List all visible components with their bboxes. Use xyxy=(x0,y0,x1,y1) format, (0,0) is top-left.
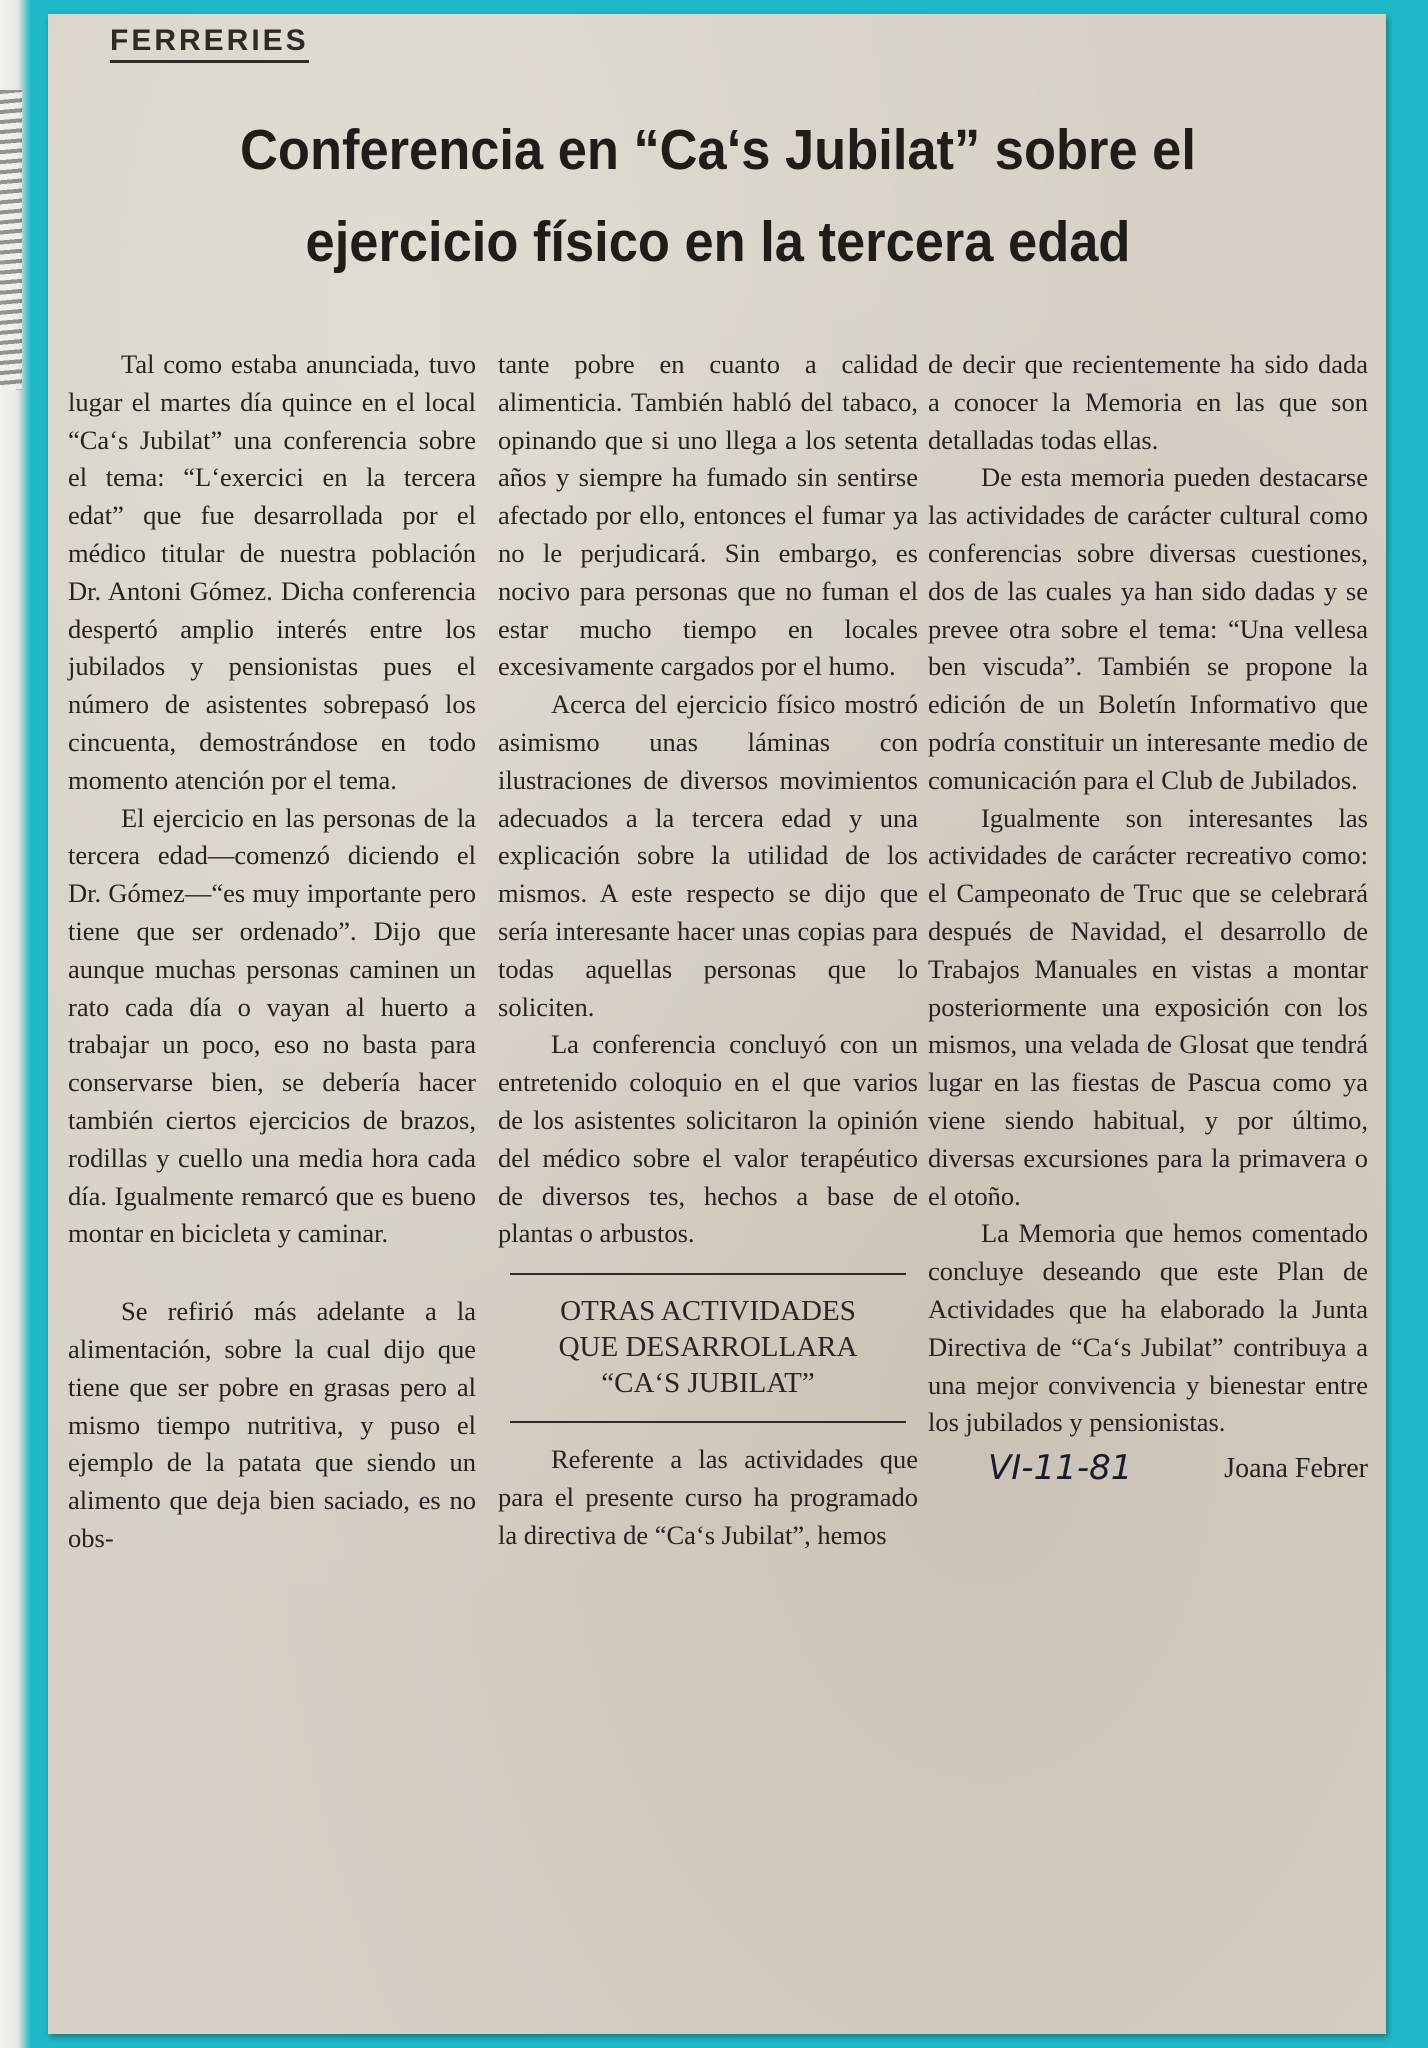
subheading xyxy=(498,1293,918,1401)
paragraph: Igualmente son interesantes las actividades de carácter recreativo como: el Campeonato de Truc que se celebrará después de Navidad, el desarrollo de Trabajos Manuales en vistas a montar posteriormente una exposición con los mismos, una velada de Glosat que tendrá lugar en las fiestas de Pascua como ya viene siendo habitual, y por último, diversas excursiones para la primavera o el otoño. xyxy=(928,802,1368,1211)
paragraph: La conferencia concluyó con un entretenido coloquio en el que varios de los asistentes solicitaron la opinión del médico sobre el valor terapéutico de diversos tes, hechos a base de plantas o arbustos. xyxy=(498,1029,918,1249)
newspaper-clipping xyxy=(48,14,1386,2034)
adjacent-page-decoration xyxy=(0,90,22,390)
section-label: FERRERIES xyxy=(110,24,309,63)
paragraph: Acerca del ejercicio físico mostró asimismo unas láminas con ilustraciones de diversos movimientos adecuados a la tercera edad y una explicación sobre la utilidad de los mismos. A este respecto se dijo que sería interesante hacer unas copias para todas aquellas personas que lo soliciten. xyxy=(498,689,918,1022)
paragraph: El ejercicio en las personas de la tercera edad—comenzó diciendo el Dr. Gómez—“es muy importante pero tiene que ser ordenado”. Dijo que aunque muchas personas caminen un rato cada día o vayan al huerto a trabajar un poco, eso no basta para conservarse bien, se debería hacer también ciertos ejercicios de brazos, rodillas y cuello una media hora cada día. Igualmente remarcó que es bueno montar en bicicleta y caminar. xyxy=(68,802,476,1249)
subheading-line: OTRAS ACTIVIDADES xyxy=(560,1295,856,1328)
divider xyxy=(510,1273,906,1275)
paragraph: Referente a las actividades que para el presente curso ha programado la directiva de “Ca‘s Jubilat”, hemos xyxy=(498,1444,918,1550)
signoff xyxy=(928,1450,1368,1490)
article-column-3 xyxy=(928,346,1368,1490)
author-byline: Joana Febrer xyxy=(1224,1453,1368,1485)
headline: Conferencia en “Ca‘s Jubilat” sobre el ejercicio físico en la tercera edad xyxy=(240,118,1196,274)
paragraph: de decir que recientemente ha sido dada a conocer la Memoria en las que son detalladas todas ellas. xyxy=(928,349,1368,455)
article-column-2 xyxy=(498,346,918,1555)
subheading-line: QUE DESARROLLARA xyxy=(558,1331,858,1364)
paragraph: tante pobre en cuanto a calidad alimenticia. También habló del tabaco, opinando que si uno llega a los setenta años y siempre ha fumado sin sentirse afectado por ello, entonces el fumar ya no le perjudicará. Sin embargo, es nocivo para personas que no fuman el estar mucho tiempo en locales excesivamente cargados por el humo. xyxy=(498,349,918,682)
paragraph: Se refirió más adelante a la alimentación, sobre la cual dijo que tiene que ser pobre en grasas pero al mismo tiempo nutritiva, y puso el ejemplo de la patata que siendo un alimento que deja bien saciado, es no obs- xyxy=(68,1296,476,1553)
paragraph: De esta memoria pueden destacarse las actividades de carácter cultural como conferencias sobre diversas cuestiones, dos de las cuales ya han sido dadas y se prevee otra sobre el tema: “Una vellesa ben viscuda”. También se propone la edición de un Boletín Informativo que podría constituir un interesante medio de comunicación para el Club de Jubilados. xyxy=(928,462,1368,795)
subheading-line: “CA‘S JUBILAT” xyxy=(601,1367,815,1400)
handwritten-date: VI-11-81 xyxy=(988,1448,1133,1489)
article-column-1 xyxy=(68,346,476,1558)
paragraph: Tal como estaba anunciada, tuvo lugar el martes día quince en el local “Ca‘s Jubilat” una conferencia sobre el tema: “L‘exercici en la tercera edat” que fue desarrollada por el médico titular de nuestra población Dr. Antoni Gómez. Dicha conferencia despertó amplio interés entre los jubilados y pensionistas pues el número de asistentes sobrepasó los cincuenta, demostrándose en todo momento atención por el tema. xyxy=(68,349,476,795)
paragraph: La Memoria que hemos comentado concluye deseando que este Plan de Actividades que ha elaborado la Junta Directiva de “Ca‘s Jubilat” contribuya a una mejor convivencia y bienestar entre los jubilados y pensionistas. xyxy=(928,1218,1368,1438)
divider xyxy=(510,1421,906,1423)
adjacent-page-edge xyxy=(0,0,30,2048)
